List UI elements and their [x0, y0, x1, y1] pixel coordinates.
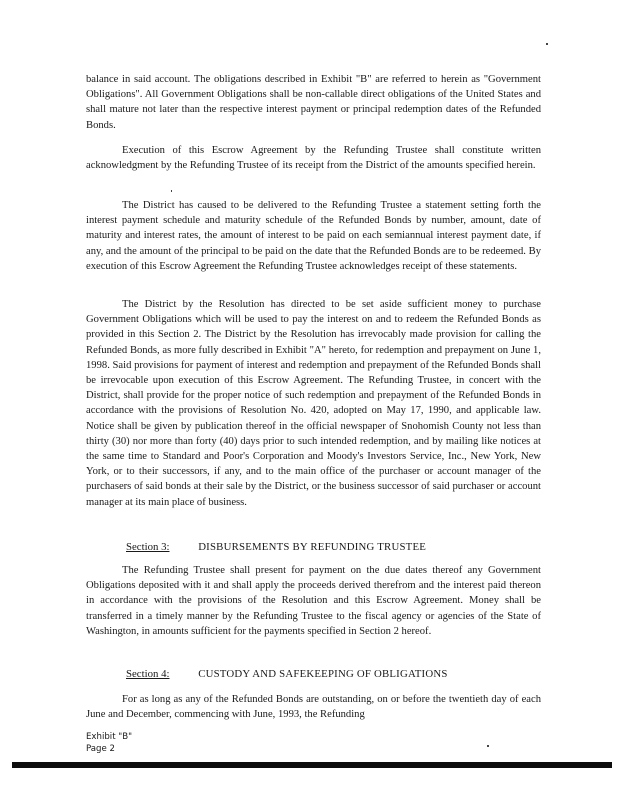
paragraph-payment-schedule: The District has caused to be delivered to the Refunding Trustee a statement setting forth the interest payment schedule and maturity schedule of the Refunded Bonds by number, amount, date of maturity and interest rates, the amount of interest to be paid on each semiannual interest payment date, if any, and the amount of the principal to be paid on the date that the Refunded Bonds are to be redeemed. By execution of this Escrow Agreement the Refunding Trustee acknowledges receipt of these statements.	[86, 200, 541, 272]
scan-speck	[546, 43, 548, 45]
section-3-heading	[126, 540, 546, 555]
scan-speck	[171, 190, 172, 192]
paragraph-disbursements: The Refunding Trustee shall present for payment on the due dates thereof any Government Obligations deposited with it and shall apply the proceeds derived therefrom and the interest paid thereon in accordance with the provisions of the Resolution and this Escrow Agreement. Money shall be transferred in a timely manner by the Refunding Trustee to the fiscal agency or agencies of the State of Washington, in amounts sufficient for the payments specified in Section 2 hereof.	[86, 565, 541, 637]
footer-exhibit: Exhibit "B"	[86, 732, 133, 742]
footer-page-number: Page 2	[86, 744, 116, 754]
bottom-scan-bar	[12, 762, 612, 768]
section-3-title: DISBURSEMENTS BY REFUNDING TRUSTEE	[198, 541, 427, 553]
paragraph-government-obligations: balance in said account. The obligations described in Exhibit "B" are referred to herein as "Government Obligations". All Government Obligations shall be non-callable direct obligations of the United States and shall mature not later than the respective interest payment or principal redemption dates of the Refunded Bonds.	[86, 74, 541, 131]
paragraph-execution-acknowledgment: Execution of this Escrow Agreement by the Refunding Trustee shall constitute written acknowledgment by the Refunding Trustee of its receipt from the District of the amounts specified herein.	[86, 145, 541, 172]
scan-speck	[487, 745, 489, 747]
paragraph-redemption-provisions: The District by the Resolution has directed to be set aside sufficient money to purchase Government Obligations which will be used to pay the interest on and to redeem the Refunded Bonds as provided in this Section 2. The District by the Resolution has irrevocably made provision for calling the Refunded Bonds, as more fully described in Exhibit "A" hereto, for redemption and prepayment on June 1, 1998. Said provisions for payment of interest and redemption and prepayment of the Refunded Bonds shall be irrevocable upon execution of this Escrow Agreement. The Refunding Trustee, in concert with the District, shall provide for the proper notice of such redemption and prepayment of the Refunded Bonds in accordance with the provisions of Resolution No. 420, adopted on May 17, 1990, and applicable law. Notice shall be given by publication thereof in the official newspaper of Snohomish County not less than thirty (30) nor more than forty (40) days prior to such intended redemption, and by mailing like notices at the same time to Standard and Poor's Corporation and Moody's Investors Service, Inc., New York, New York, or to their successors, if any, and to the main office of the purchaser or account manager of the purchasers of said bonds at their sale by the District, or the business successor of said purchaser or account manager at its main place of business.	[86, 299, 541, 508]
section-3-label: Section 3:	[126, 541, 170, 553]
section-4-label: Section 4:	[126, 668, 170, 680]
section-4-heading	[126, 667, 546, 682]
paragraph-custody: For as long as any of the Refunded Bonds are outstanding, on or before the twentieth day of each June and December, commencing with June, 1993, the Refunding	[86, 694, 541, 721]
section-4-title: CUSTODY AND SAFEKEEPING OF OBLIGATIONS	[198, 668, 448, 680]
